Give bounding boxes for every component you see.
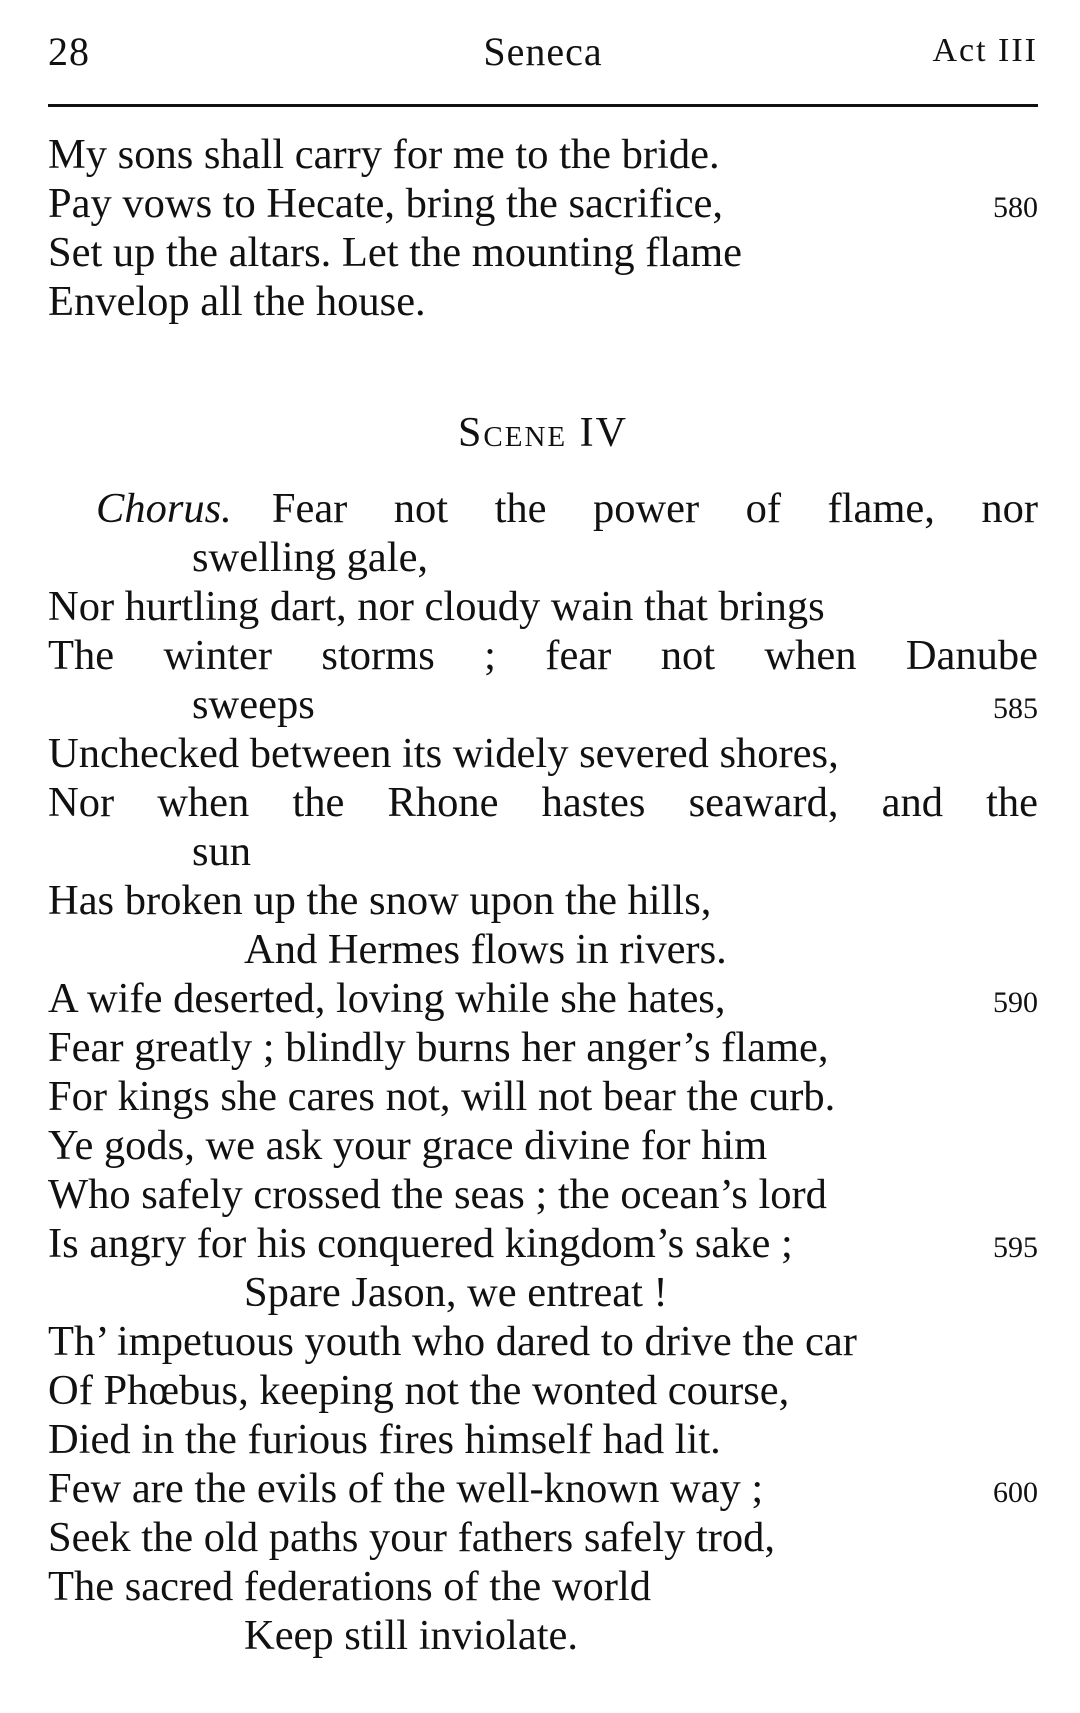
verse-text: Is angry for his conquered kingdom’s sake ; xyxy=(48,1220,793,1267)
act-label: Act III xyxy=(932,32,1038,69)
verse-text: My sons shall carry for me to the bride. xyxy=(48,131,720,178)
verse-line xyxy=(48,925,1038,974)
verse-text: And Hermes flows in rivers. xyxy=(244,926,727,973)
scene-heading xyxy=(48,404,1038,484)
verse-text: Unchecked between its widely severed shores, xyxy=(48,730,839,777)
verse-line xyxy=(48,1121,1038,1170)
verse-text: Has broken up the snow upon the hills, xyxy=(48,877,712,924)
verse-text: The winter storms ; fear not when Danube xyxy=(48,632,1038,679)
verse-line xyxy=(48,1317,1038,1366)
verse-line xyxy=(48,1611,1038,1660)
line-number: 585 xyxy=(993,692,1038,725)
line-number: 600 xyxy=(993,1476,1038,1509)
verse-line xyxy=(48,974,1038,1023)
verse-text: Pay vows to Hecate, bring the sacrifice, xyxy=(48,180,724,227)
verse-line xyxy=(48,827,1038,876)
verse-text: Nor hurtling dart, nor cloudy wain that brings xyxy=(48,583,825,630)
header-rule xyxy=(48,104,1038,107)
line-number: 580 xyxy=(993,191,1038,224)
verse-text: Of Phœbus, keeping not the wonted course, xyxy=(48,1367,790,1414)
verse-line xyxy=(48,1219,1038,1268)
verse-line xyxy=(48,876,1038,925)
verse-line xyxy=(48,1513,1038,1562)
verse-line xyxy=(48,1170,1038,1219)
verse-text xyxy=(48,484,1038,533)
verse-text: Few are the evils of the well-known way ; xyxy=(48,1465,764,1512)
verse-line xyxy=(48,1366,1038,1415)
verse-line xyxy=(48,1562,1038,1611)
verse-line xyxy=(48,1072,1038,1121)
verse-text: Spare Jason, we entreat ! xyxy=(244,1269,668,1316)
line-number: 595 xyxy=(993,1231,1038,1264)
verse-line xyxy=(48,582,1038,631)
verse-text: sun xyxy=(192,828,252,875)
running-title: Seneca xyxy=(483,29,603,74)
verse-text: Seek the old paths your fathers safely trod, xyxy=(48,1514,776,1561)
verse-line xyxy=(48,277,1038,326)
verse-text: Died in the furious fires himself had lit. xyxy=(48,1416,721,1463)
verse-text: Keep still inviolate. xyxy=(244,1612,579,1659)
page-number: 28 xyxy=(48,29,90,74)
speaker-name: Chorus. xyxy=(96,485,232,532)
chorus-first-line: Fear not the power of flame, nor xyxy=(271,485,1038,532)
verse-line xyxy=(48,484,1038,533)
verse-line xyxy=(48,729,1038,778)
verse-text: Set up the altars. Let the mounting flame xyxy=(48,229,742,276)
verse-line xyxy=(48,778,1038,827)
verse-text: A wife deserted, loving while she hates, xyxy=(48,975,726,1022)
verse-line xyxy=(48,680,1038,729)
verse-text: swelling gale, xyxy=(192,534,429,581)
verse-line xyxy=(48,1415,1038,1464)
poem-text xyxy=(48,130,1038,1660)
verse-line xyxy=(48,1023,1038,1072)
verse-text: Fear greatly ; blindly burns her anger’s flame, xyxy=(48,1024,829,1071)
verse-line xyxy=(48,533,1038,582)
running-header xyxy=(48,28,1038,88)
verse-line xyxy=(48,130,1038,179)
verse-text: Th’ impetuous youth who dared to drive the car xyxy=(48,1318,857,1365)
verse-text: sweeps xyxy=(192,681,315,728)
scene-heading-text: Scene IV xyxy=(458,410,628,456)
verse-line xyxy=(48,228,1038,277)
verse-text: Ye gods, we ask your grace divine for him xyxy=(48,1122,768,1169)
line-number: 590 xyxy=(993,986,1038,1019)
verse-line xyxy=(48,631,1038,680)
verse-text: The sacred federations of the world xyxy=(48,1563,652,1610)
verse-text: For kings she cares not, will not bear the curb. xyxy=(48,1073,836,1120)
verse-line xyxy=(48,1268,1038,1317)
verse-line xyxy=(48,1464,1038,1513)
stanza-gap xyxy=(48,326,1038,404)
verse-text: Nor when the Rhone hastes seaward, and the xyxy=(48,779,1038,826)
verse-text: Who safely crossed the seas ; the ocean’s lord xyxy=(48,1171,827,1218)
verse-line xyxy=(48,179,1038,228)
verse-text: Envelop all the house. xyxy=(48,278,426,325)
